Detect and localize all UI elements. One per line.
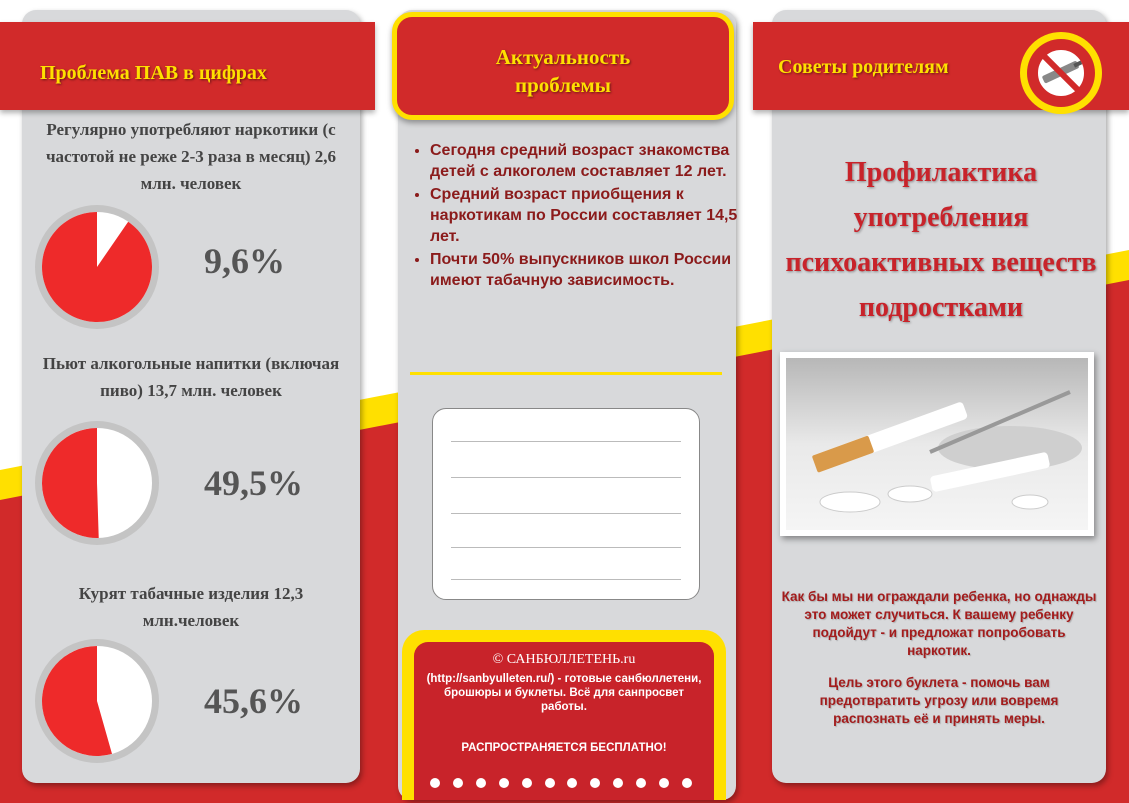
panel2-title-line2: проблемы xyxy=(514,73,612,97)
stat2-percent: 49,5% xyxy=(204,463,303,503)
panel3-title: Советы родителям xyxy=(778,56,949,78)
notes-line xyxy=(451,441,681,442)
cigarettes-pills-syringe-photo xyxy=(780,352,1094,536)
yellow-divider xyxy=(410,372,722,375)
promo-description: (http://sanbyulleten.ru/) - готовые санбюллетени, брошюры и буклеты. Всё для санпросвет работы. xyxy=(426,673,702,713)
fact-item: • Почти 50% выпускников школ России имеют табачную зависимость. xyxy=(430,249,750,291)
panel2-title-badge xyxy=(392,12,734,120)
advice-paragraph-2: Цель этого буклета - помочь вам предотвратить угрозу или вовремя распознать её и принять меры. xyxy=(819,675,1059,726)
stat3-percent: 45,6% xyxy=(204,681,303,721)
fact-item: • Сегодня средний возраст знакомства детей с алкоголем составляет 12 лет. xyxy=(430,140,750,182)
stat2-pie xyxy=(32,418,162,548)
panel2-title xyxy=(397,43,729,99)
decorative-dots xyxy=(430,778,692,788)
notes-line xyxy=(451,477,681,478)
stat1-pie xyxy=(32,202,162,332)
notes-line xyxy=(451,547,681,548)
advice-paragraph-1: Как бы мы ни ограждали ребенка, но однажды это может случиться. К вашему ребенку подойдут - и предложат попробовать наркотик. xyxy=(781,589,1097,658)
stat3-pie xyxy=(32,636,162,766)
promo-copyright[interactable]: © САНБЮЛЛЕТЕНЬ.ru xyxy=(492,652,636,667)
promo-free-notice: РАСПРОСТРАНЯЕТСЯ БЕСПЛАТНО! xyxy=(461,742,667,754)
stat3-text: Курят табачные изделия 12,3 млн.человек xyxy=(78,584,304,630)
notes-line xyxy=(451,513,681,514)
stat2-text: Пьют алкогольные напитки (включая пиво) 13,7 млн. человек xyxy=(42,354,340,400)
facts-list xyxy=(408,140,750,293)
fact-item: • Средний возраст приобщения к наркотикам по России составляет 14,5 лет. xyxy=(430,184,750,247)
panel2-title-line1: Актуальность xyxy=(495,45,631,69)
promo-inner xyxy=(414,642,714,800)
stat1-text: Регулярно употребляют наркотики (с частотой не реже 2-3 раза в месяц) 2,6 млн. человек xyxy=(45,120,337,193)
stat1-pie-slice xyxy=(42,212,152,322)
stat1-percent: 9,6% xyxy=(204,241,285,281)
panel1-title: Проблема ПАВ в цифрах xyxy=(40,62,267,84)
notes-box[interactable] xyxy=(432,408,700,600)
promo-box xyxy=(402,630,726,800)
advice-text xyxy=(780,588,1098,742)
panel3-heading: Профилактика употребления психоактивных веществ подростками xyxy=(785,157,1097,323)
notes-line xyxy=(451,579,681,580)
no-drugs-sign-icon xyxy=(1018,30,1104,116)
